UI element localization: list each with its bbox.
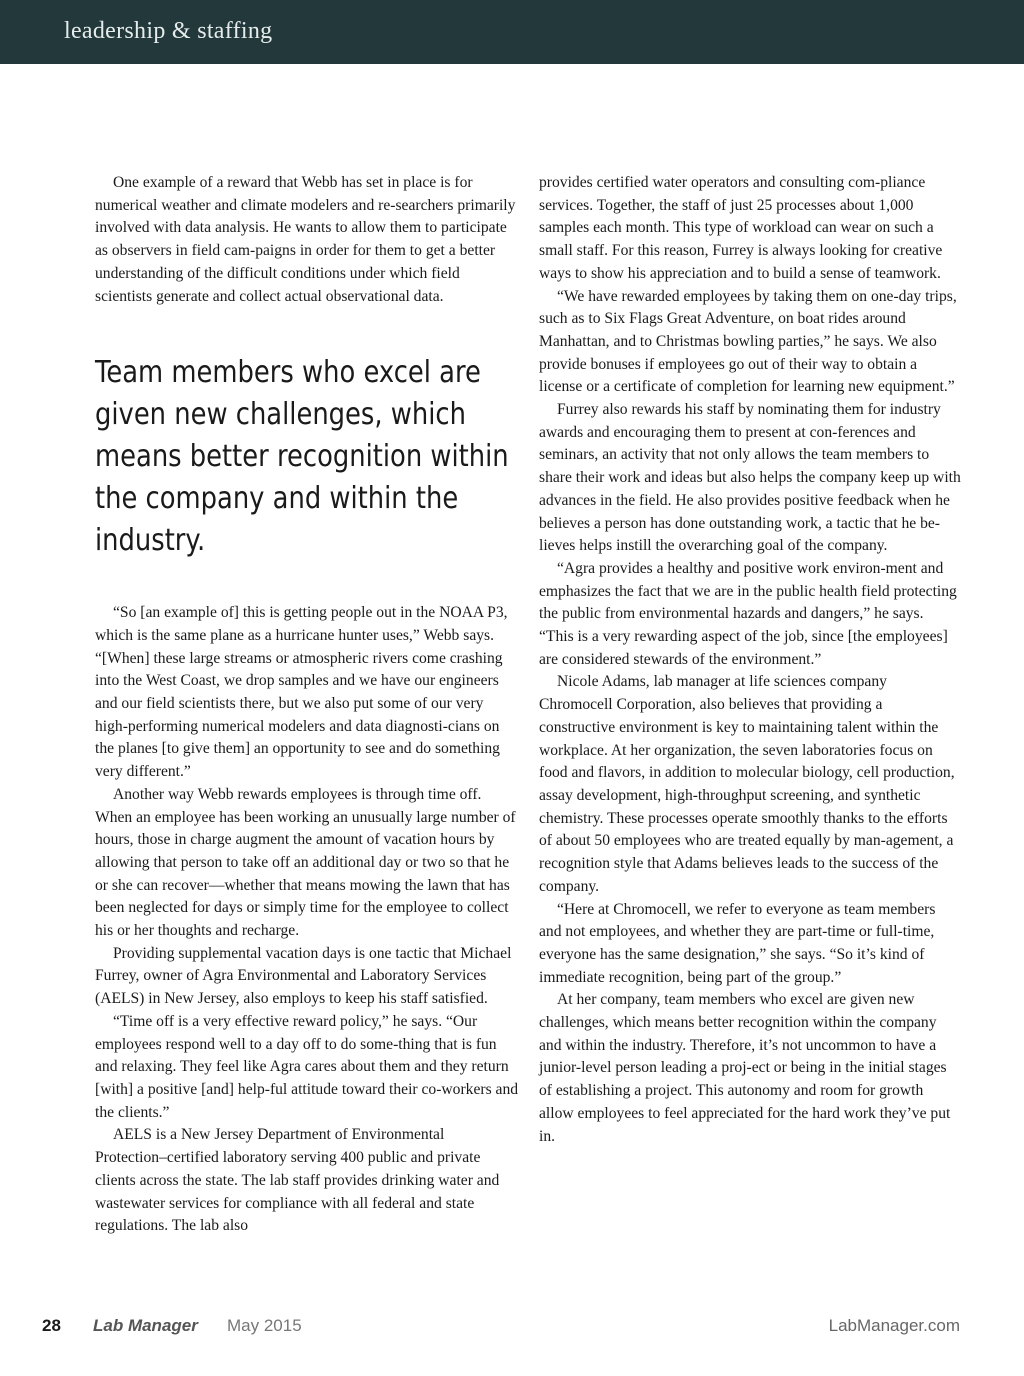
paragraph: Nicole Adams, lab manager at life sciences company Chromocell Corporation, also believes that providing a constructive environment is key to maintaining talent within the workplace. At her organization, the seven laboratories focus on food and flavors, in addition to molecular biology, cell production, assay development, high-throughput screening, and synthetic chemistry. These processes operate smoothly thanks to the efforts of about 50 employees who are treated equally by man-agement, a recognition style that Adams believes leads to the success of the company. <box>539 673 955 895</box>
page-number: 28 <box>42 1316 61 1335</box>
paragraph: “We have rewarded employees by taking them on one-day trips, such as to Six Flags Great Adventure, on boat rides around Manhattan, and to Christmas bowling parties,” he says. We also provide bonuses if employees go out of their way to obtain a license or a certificate of completion for learning new equipment.” <box>539 287 957 396</box>
article-column-right <box>539 172 961 1148</box>
paragraph: One example of a reward that Webb has set in place is for numerical weather and climate modelers and re-searchers primarily involved with data analysis. He wants to allow them to participate as observers in field cam-paigns in order for them to get a better understanding of the difficult conditions under which field scientists generate and collect actual observational data. <box>95 174 516 305</box>
page-footer <box>0 1312 1024 1344</box>
paragraph: Another way Webb rewards employees is through time off. When an employee has been working an unusually large number of hours, those in charge augment the amount of vacation hours by allowing that person to take off an additional day or two so that he or she can recover—whether that means mowing the lawn that has been neglected for days or simply time for the employee to collect his or her thoughts and recharge. <box>95 785 516 940</box>
paragraph: “Agra provides a healthy and positive work environ-ment and emphasizes the fact that we are in the public health field protecting the public from environmental hazards and dangers,” he says. “This is a very rewarding aspect of the job, since [the employees] are considered stewards of the environment.” <box>539 559 957 668</box>
paragraph: At her company, team members who excel are given new challenges, which means better recognition within the company and within the industry. Therefore, it’s not uncommon to have a junior-level person leading a proj-ect or being in the initial stages of establishing a project. This autonomy and room for growth allow employees to feel appreciated for the hard work they’ve put in. <box>539 991 951 1145</box>
pull-quote: Team members who excel are given new challenges, which means better recognition within the company and within the industry. <box>95 355 509 559</box>
issue-date: May 2015 <box>227 1316 302 1335</box>
paragraph: Furrey also rewards his staff by nominating them for industry awards and encouraging them to present at con-ferences and seminars, an activity that not only allows the team members to share their work and ideas but also helps the company keep up with advances in the field. He also provides positive feedback when he believes a person has done outstanding work, a tactic that he be-lieves helps instill the overarching goal of the company. <box>539 401 961 555</box>
section-title: leadership & staffing <box>64 18 273 44</box>
paragraph: AELS is a New Jersey Department of Environmental Protection–certified laboratory serving 400 public and private clients across the state. The lab staff provides drinking water and wastewater services for compliance with all federal and state regulations. The lab also <box>95 1126 500 1235</box>
paragraph: “Here at Chromocell, we refer to everyone as team members and not employees, and whether they are part-time or full-time, everyone has the same designation,” she says. “So it’s kind of immediate recognition, being part of the group.” <box>539 900 936 986</box>
paragraph: provides certified water operators and consulting com-pliance services. Together, the staff of just 25 processes about 1,000 samples each month. This type of workload can wear on such a small staff. For this reason, Furrey is always looking for creative ways to show his appreciation and to build a sense of teamwork. <box>539 174 943 282</box>
paragraph: “So [an example of] this is getting people out in the NOAA P3, which is the same plane as a hurricane hunter uses,” Webb says. “[When] these large streams or atmospheric rivers come crashing into the West Coast, we drop samples and we have our engineers and our field scientists there, but we also put some of our very high-performing numerical modelers and data diagnosti-cians on the planes [to give them] an opportunity to see and do something very different.” <box>95 604 508 781</box>
section-header-band <box>0 0 1024 64</box>
article-column-left <box>95 172 519 1238</box>
magazine-name: Lab Manager <box>93 1316 198 1335</box>
paragraph: Providing supplemental vacation days is one tactic that Michael Furrey, owner of Agra Environmental and Laboratory Services (AELS) in New Jersey, also employs to keep his staff satisfied. <box>95 944 512 1008</box>
website-url: LabManager.com <box>828 1316 960 1335</box>
paragraph: “Time off is a very effective reward policy,” he says. “Our employees respond well to a day off to do some-thing that is fun and relaxing. They feel like Agra cares about them and they return [with] a positive [and] help-ful attitude toward their co-workers and the clients.” <box>95 1012 519 1121</box>
